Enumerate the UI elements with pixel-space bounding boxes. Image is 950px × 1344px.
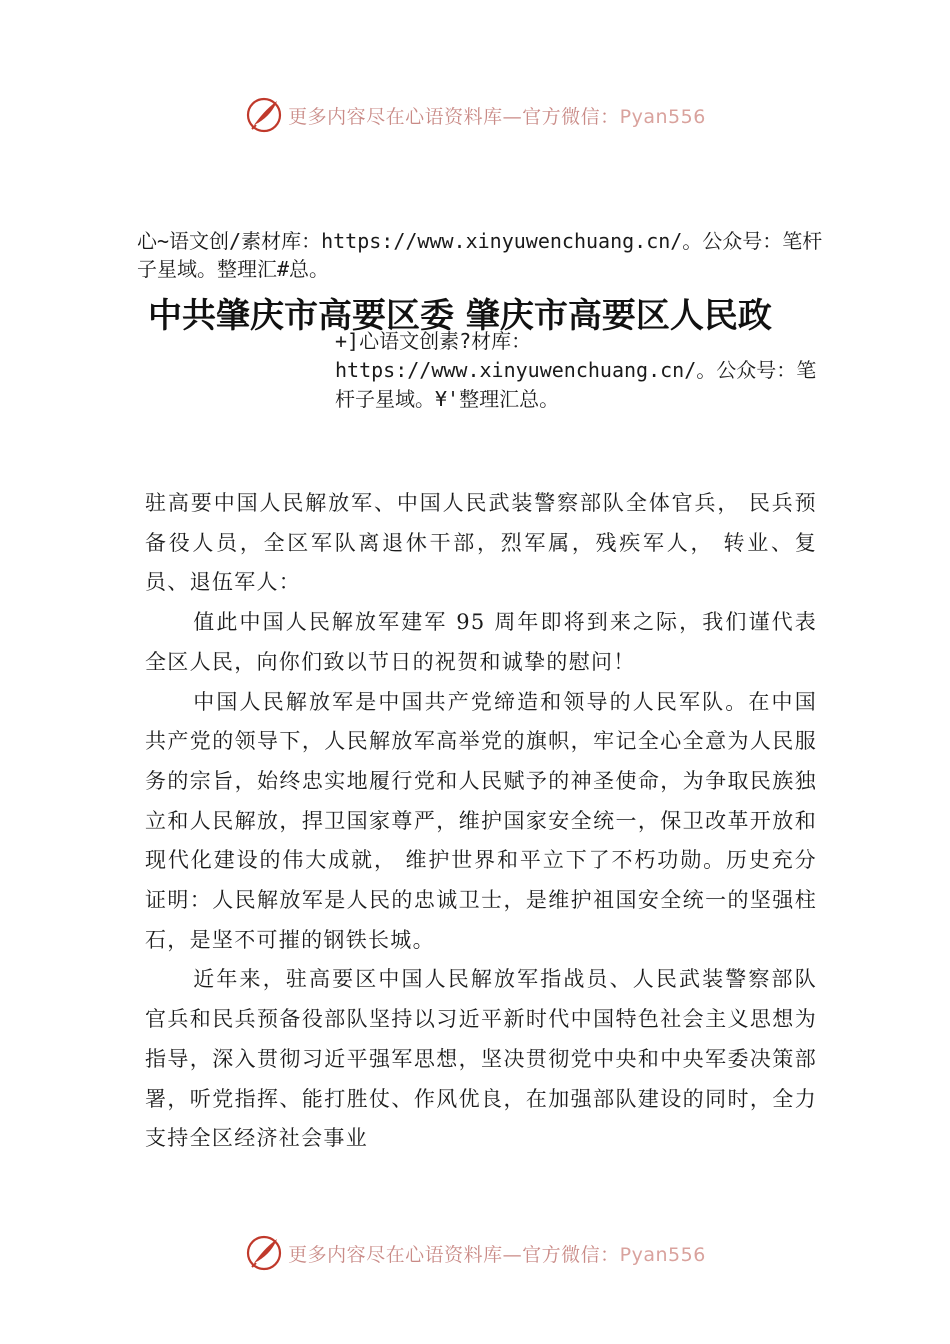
letter-body: [145, 484, 817, 1159]
footer-watermark-banner: [0, 1233, 950, 1273]
banner-text: 更多内容尽在心语资料库—官方微信：Pyan556: [288, 1243, 706, 1266]
watermark-overlay-top: 心~语文创/素材库：https://www.xinyuwenchuang.cn/。公众号：笔杆子星域。整理汇#总。: [137, 229, 823, 281]
paragraph-3: 近年来，驻高要区中国人民解放军指战员、人民武装警察部队官兵和民兵预备役部队坚持以习近平新时代中国特色社会主义思想为指导，深入贯彻习近平强军思想，坚决贯彻党中央和中央军委决策部署，听党指挥、能打胜仗、作风优良，在加强部队建设的同时，全力支持全区经济社会事业: [145, 967, 817, 1151]
paragraph-1: 值此中国人民解放军建军 95 周年即将到来之际，我们谨代表全区人民，向你们致以节日的祝贺和诚挚的慰问！: [145, 610, 817, 674]
watermark-overlay-mid: +]心语文创素?材库：https://www.xinyuwenchuang.cn/。公众号：笔杆子星域。¥'整理汇总。: [335, 329, 817, 411]
paragraph-2: 中国人民解放军是中国共产党缔造和领导的人民军队。在中国共产党的领导下，人民解放军高举党的旗帜，牢记全心全意为人民服务的宗旨，始终忠实地履行党和人民赋予的神圣使命，为争取民族独立和人民解放，捍卫国家尊严，维护国家安全统一，保卫改革开放和现代化建设的伟大成就， 维护世界和平立下了不朽功勋。历史充分证明：人民解放军是人民的忠诚卫士，是维护祖国安全统一的坚强柱石，是坚不可摧的钢铁长城。: [145, 689, 817, 952]
salutation: 驻高要中国人民解放军、中国人民武装警察部队全体官兵， 民兵预备役人员，全区军队离退休干部，烈军属，残疾军人， 转业、复员、退伍军人：: [145, 491, 817, 595]
quill-logo-icon: [244, 1233, 284, 1273]
banner-text: 更多内容尽在心语资料库—官方微信：Pyan556: [288, 105, 706, 128]
header-watermark-banner: [0, 95, 950, 135]
document-headline: 中共肇庆市高要区委 肇庆市高要区人民政: [148, 296, 772, 336]
quill-logo-icon: [244, 95, 284, 135]
